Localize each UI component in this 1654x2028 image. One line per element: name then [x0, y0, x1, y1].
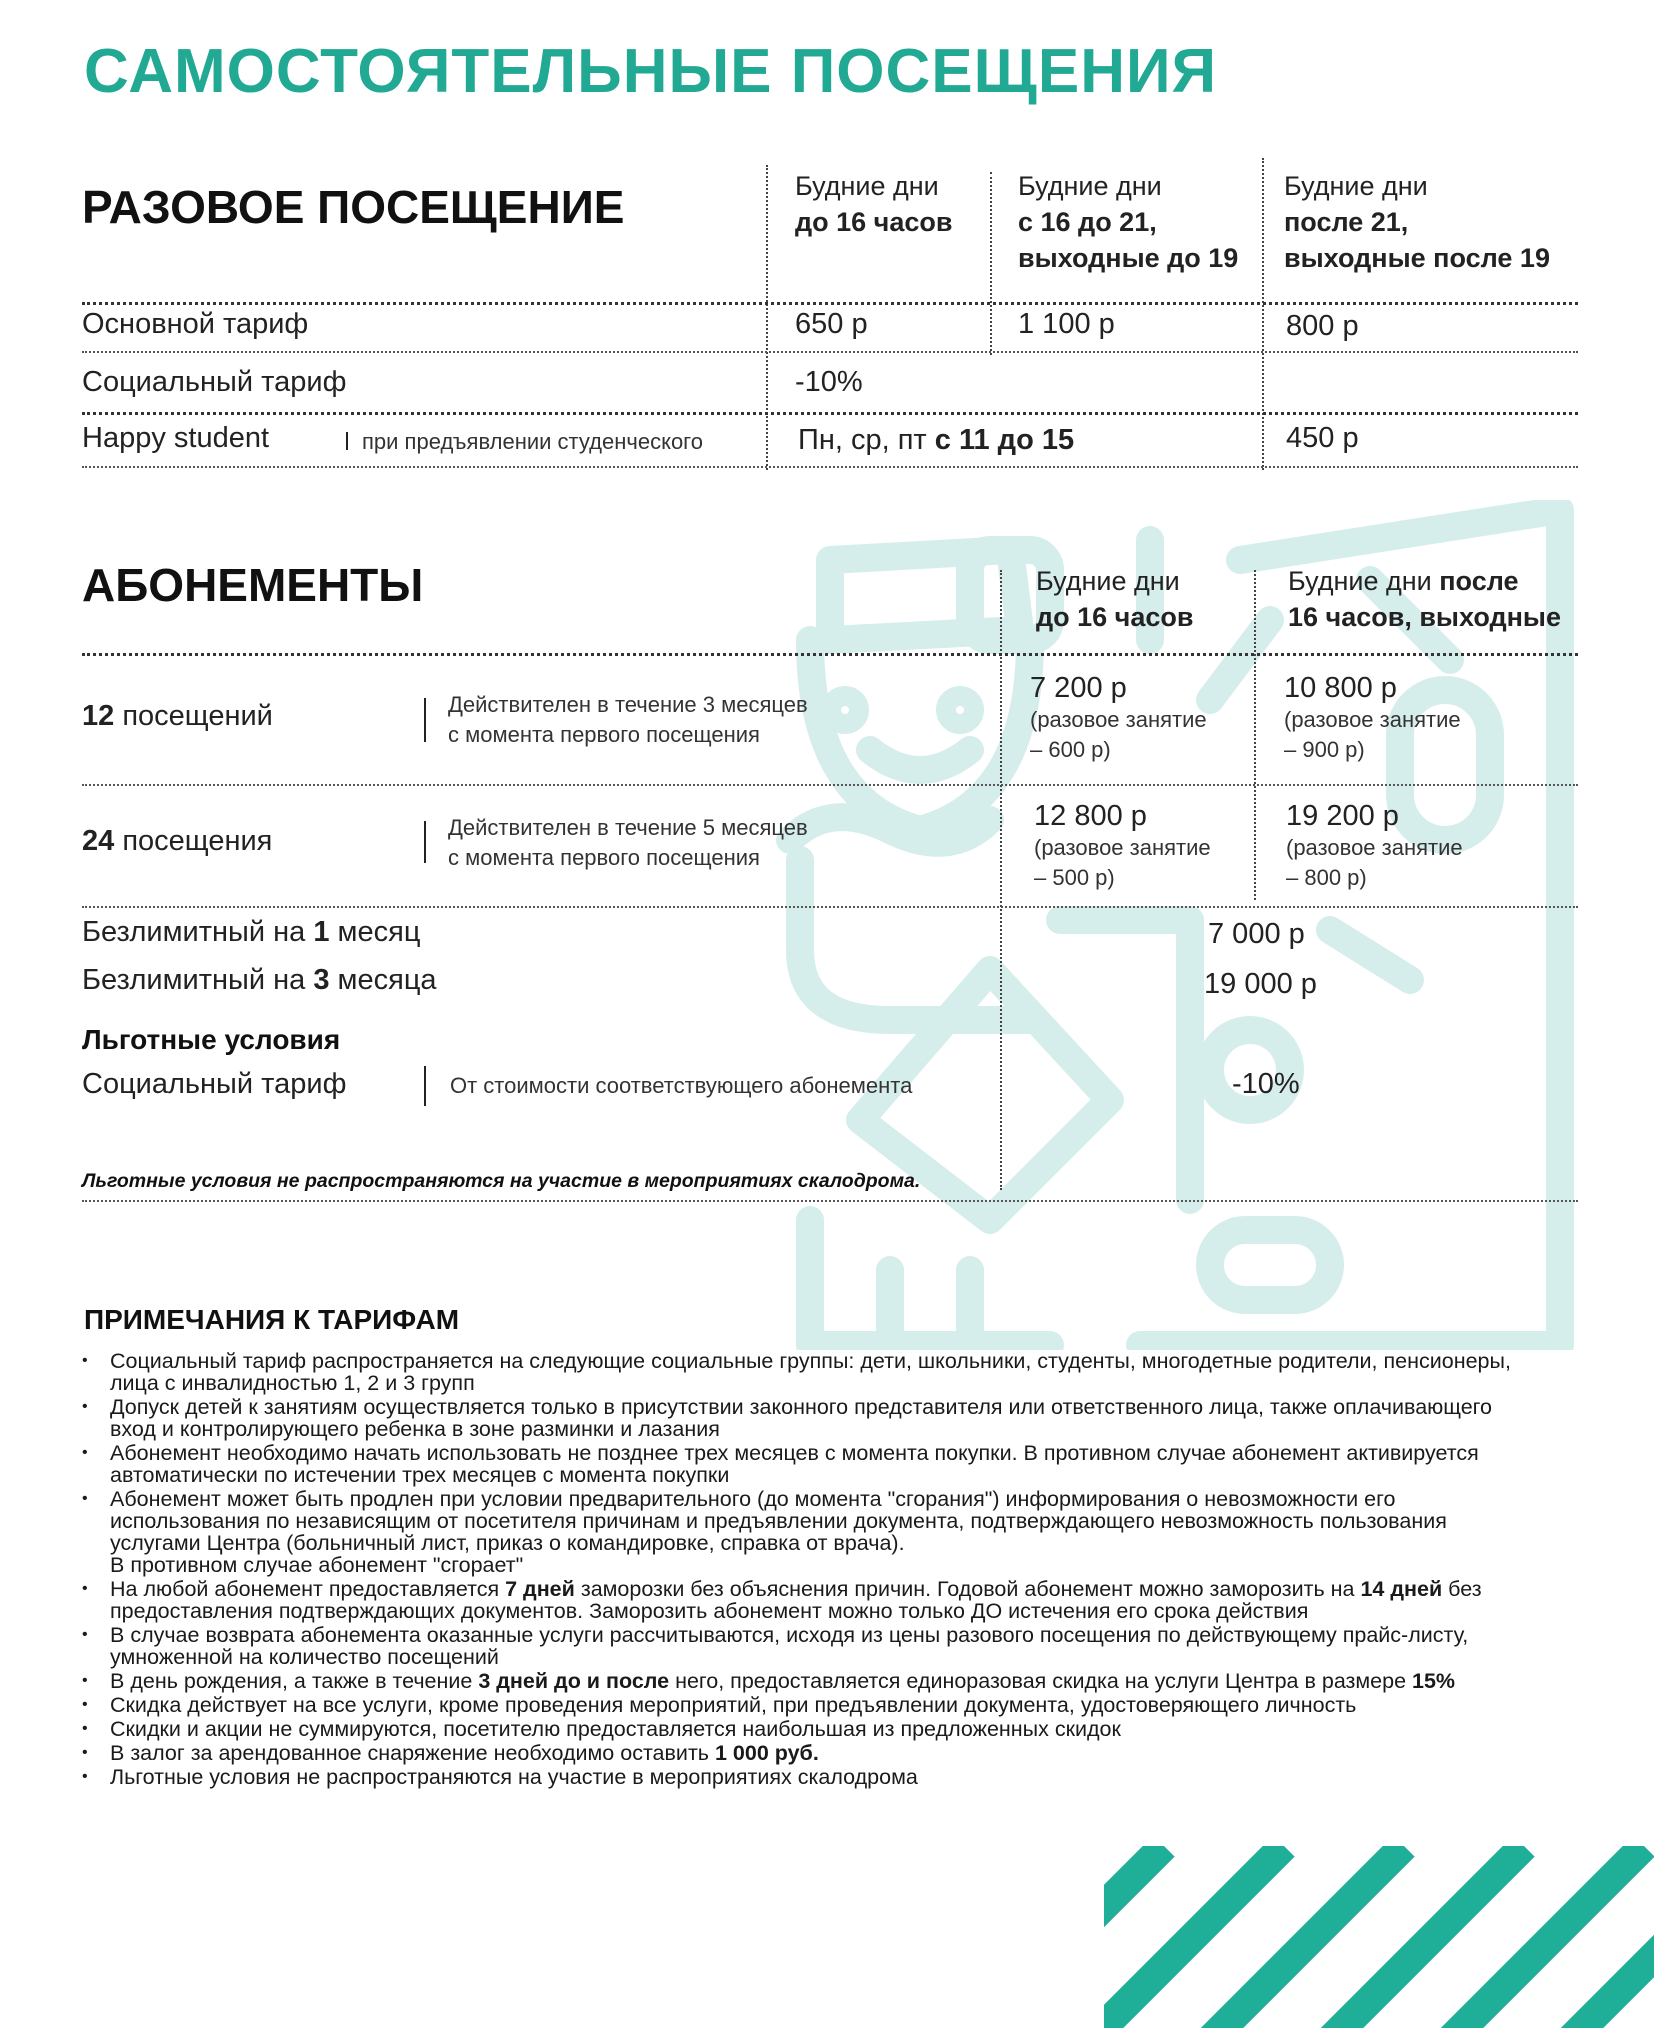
note-item: • В случае возврата абонемента оказанные услуги рассчитываются, исходя из цены разового посещения по действующему прайс-листу, умноженной на количество посещений	[78, 1624, 1538, 1668]
subs-col2-line1	[1288, 563, 1561, 599]
sub-12-validity-line2: с момента первого посещения	[448, 722, 760, 747]
single-col3-line1: Будние дни	[1284, 171, 1428, 201]
single-col2-line2: с 16 до 21,	[1018, 207, 1157, 237]
unlimited-1-label	[82, 916, 420, 949]
sub-24-price-1-block	[1034, 800, 1211, 893]
note-item: • Льготные условия не распространяются на участие в мероприятиях скалодрома	[78, 1766, 1538, 1788]
sub-24-label	[82, 825, 272, 858]
sub-12-price-1-per1: (разовое занятие	[1030, 707, 1207, 732]
sub-24-validity	[448, 813, 808, 873]
single-col1-line2: до 16 часов	[795, 207, 953, 237]
single-col1-line1: Будние дни	[795, 171, 939, 201]
happy-student-note: при предъявлении студенческого	[362, 429, 703, 454]
happy-student-days: Пн, ср, пт	[798, 424, 935, 456]
subs-col1-header	[1036, 563, 1193, 635]
note-text: В залог за арендованное снаряжение необходимо оставить	[110, 1741, 715, 1765]
page-title: САМОСТОЯТЕЛЬНЫЕ ПОСЕЩЕНИЯ	[84, 37, 1218, 106]
main-tariff-price-1: 650 р	[795, 308, 868, 340]
sub-12-number: 12	[82, 700, 115, 732]
separator-bar	[424, 821, 426, 863]
unlimited-3-price: 19 000 р	[1204, 968, 1317, 1000]
sub-12-price-2-block	[1284, 672, 1461, 765]
note-bold: 1 000 руб.	[714, 1741, 819, 1765]
subs-col2-header	[1288, 563, 1561, 635]
unlimited-3-label	[82, 964, 437, 997]
unlimited-3-b: 3	[313, 964, 330, 996]
subs-row-rule-1	[82, 784, 1578, 786]
note-text: Абонемент может быть продлен при условии предварительного (до момента "сгорания") информирования о невозможности его использования по независящим от посетителя причинам и предъявлении документа, подтверждающего невозможность пользования услугами Центра (больничный лист, приказ о командировке, справка от врача).	[110, 1487, 1447, 1555]
sub-24-price-2-per2: – 800 р)	[1286, 865, 1367, 890]
single-col-divider-3	[1262, 158, 1264, 470]
single-col2-header	[1018, 168, 1238, 276]
unlimited-1-b: 1	[313, 916, 330, 948]
subs-col-divider-1	[1000, 570, 1002, 1190]
sub-24-text: посещения	[114, 825, 273, 857]
happy-student-label: Happy student	[82, 422, 270, 454]
diagonal-stripes-decoration	[1104, 1846, 1654, 2028]
single-visit-heading: РАЗОВОЕ ПОСЕЩЕНИЕ	[82, 181, 625, 233]
unlimited-3-c: месяца	[329, 964, 437, 996]
note-item	[78, 1578, 1538, 1622]
sub-24-validity-line1: Действителен в течение 5 месяцев	[448, 815, 808, 840]
subs-header-rule	[82, 653, 1578, 656]
notes-heading: ПРИМЕЧАНИЯ К ТАРИФАМ	[84, 1304, 460, 1335]
note-item	[78, 1742, 1538, 1764]
happy-student-hours: с 11 до 15	[934, 424, 1075, 456]
happy-student-price: 450 р	[1286, 422, 1359, 454]
main-tariff-price-2: 1 100 р	[1018, 308, 1115, 340]
single-row-rule-2	[82, 412, 1578, 415]
sub-24-validity-line2: с момента первого посещения	[448, 845, 760, 870]
single-row-rule-1	[82, 351, 1578, 353]
note-item: • Скидка действует на все услуги, кроме проведения мероприятий, при предъявлении документа, удостоверяющего личность	[78, 1694, 1538, 1716]
subs-col-divider-2	[1254, 570, 1256, 900]
sub-12-price-2-per2: – 900 р)	[1284, 737, 1365, 762]
note-item: • Абонемент необходимо начать использовать не позднее трех месяцев с момента покупки. В противном случае абонемент активируется автоматически по истечении трех месяцев с момента покупки	[78, 1442, 1538, 1486]
subs-social-discount: -10%	[1232, 1068, 1300, 1100]
separator-bar	[424, 698, 426, 742]
note-bold: 7 дней	[505, 1577, 575, 1601]
sub-12-price-2-per1: (разовое занятие	[1284, 707, 1461, 732]
unlimited-1-c: месяц	[329, 916, 421, 948]
sub-12-validity	[448, 690, 808, 750]
note-text: В противном случае абонемент "сгорает"	[110, 1553, 524, 1577]
note-bold: 3 дней до и после	[478, 1669, 670, 1693]
sub-12-label	[82, 700, 273, 733]
happy-student-schedule	[798, 424, 1074, 457]
subs-col2-line2: 16 часов, выходные	[1288, 602, 1561, 632]
sub-24-price-2-block	[1286, 800, 1463, 893]
single-col-divider-2	[990, 172, 992, 355]
main-tariff-label: Основной тариф	[82, 308, 309, 340]
subs-row-rule-3	[82, 1200, 1578, 1202]
sub-24-price-2-per1: (разовое занятие	[1286, 835, 1463, 860]
subs-col2-line1a: Будние дни	[1288, 566, 1440, 596]
single-col3-line2: после 21,	[1284, 207, 1409, 237]
social-tariff-label: Социальный тариф	[82, 366, 347, 398]
subs-col1-line1: Будние дни	[1036, 566, 1180, 596]
note-text: На любой абонемент предоставляется	[110, 1577, 506, 1601]
sub-12-price-1-per2: – 600 р)	[1030, 737, 1111, 762]
subscriptions-heading: АБОНЕМЕНТЫ	[82, 559, 424, 611]
single-row-rule-3	[82, 466, 1578, 468]
unlimited-1-a: Безлимитный на	[82, 916, 314, 948]
sub-12-price-1-block	[1030, 672, 1207, 765]
sub-24-number: 24	[82, 825, 115, 857]
note-text: него, предоставляется единоразовая скидка на услуги Центра в размере	[669, 1669, 1413, 1693]
subs-social-note: От стоимости соответствующего абонемента	[450, 1073, 913, 1098]
subs-social-label: Социальный тариф	[82, 1068, 347, 1100]
sub-24-price-2: 19 200 р	[1286, 800, 1399, 832]
benefits-footnote: Льготные условия не распространяются на участие в мероприятиях скалодрома.	[82, 1170, 921, 1192]
note-item	[78, 1670, 1538, 1692]
subs-row-rule-2	[82, 906, 1578, 908]
note-bold: 14 дней	[1360, 1577, 1443, 1601]
unlimited-1-price: 7 000 р	[1208, 918, 1305, 950]
single-col2-line3: выходные до 19	[1018, 243, 1239, 273]
benefits-heading: Льготные условия	[82, 1024, 341, 1055]
separator-bar	[424, 1066, 426, 1106]
note-item: • Допуск детей к занятиям осуществляется только в присутствии законного представителя или ответственного лица, также оплачивающего вход и контролирующего ребенка в зоне разминки и лазания	[78, 1396, 1538, 1440]
sub-24-price-1-per2: – 500 р)	[1034, 865, 1115, 890]
sub-24-price-1-per1: (разовое занятие	[1034, 835, 1211, 860]
single-col3-header	[1284, 168, 1550, 276]
main-tariff-price-3: 800 р	[1286, 310, 1359, 342]
note-bold: 15%	[1412, 1669, 1456, 1693]
note-item: • Социальный тариф распространяется на следующие социальные группы: дети, школьники, студенты, многодетные родители, пенсионеры, лица с инвалидностью 1, 2 и 3 групп	[78, 1350, 1538, 1394]
single-col2-line1: Будние дни	[1018, 171, 1162, 201]
sub-24-price-1: 12 800 р	[1034, 800, 1147, 832]
sub-12-price-2: 10 800 р	[1284, 672, 1397, 704]
single-col3-line3: выходные после 19	[1284, 243, 1550, 273]
single-col-divider-1	[766, 165, 768, 470]
sub-12-text: посещений	[114, 700, 273, 732]
social-tariff-discount: -10%	[795, 366, 863, 398]
unlimited-3-a: Безлимитный на	[82, 964, 314, 996]
notes-list	[78, 1350, 1538, 1790]
separator-bar	[346, 432, 348, 450]
note-text: без предоставления подтверждающих документов. Заморозить абонемент можно только ДО истечения его срока действия	[110, 1577, 1482, 1623]
sub-12-validity-line1: Действителен в течение 3 месяцев	[448, 692, 808, 717]
single-col1-header	[795, 168, 952, 240]
note-item	[78, 1488, 1538, 1576]
note-item: • Скидки и акции не суммируются, посетителю предоставляется наибольшая из предложенных скидок	[78, 1718, 1538, 1740]
sub-12-price-1: 7 200 р	[1030, 672, 1127, 704]
note-text: В день рождения, а также в течение	[110, 1669, 479, 1693]
single-header-rule	[82, 302, 1578, 305]
subs-col2-line1b: после	[1439, 566, 1519, 596]
note-text: заморозки без объяснения причин. Годовой абонемент можно заморозить на	[574, 1577, 1361, 1601]
subs-col1-line2: до 16 часов	[1036, 602, 1194, 632]
